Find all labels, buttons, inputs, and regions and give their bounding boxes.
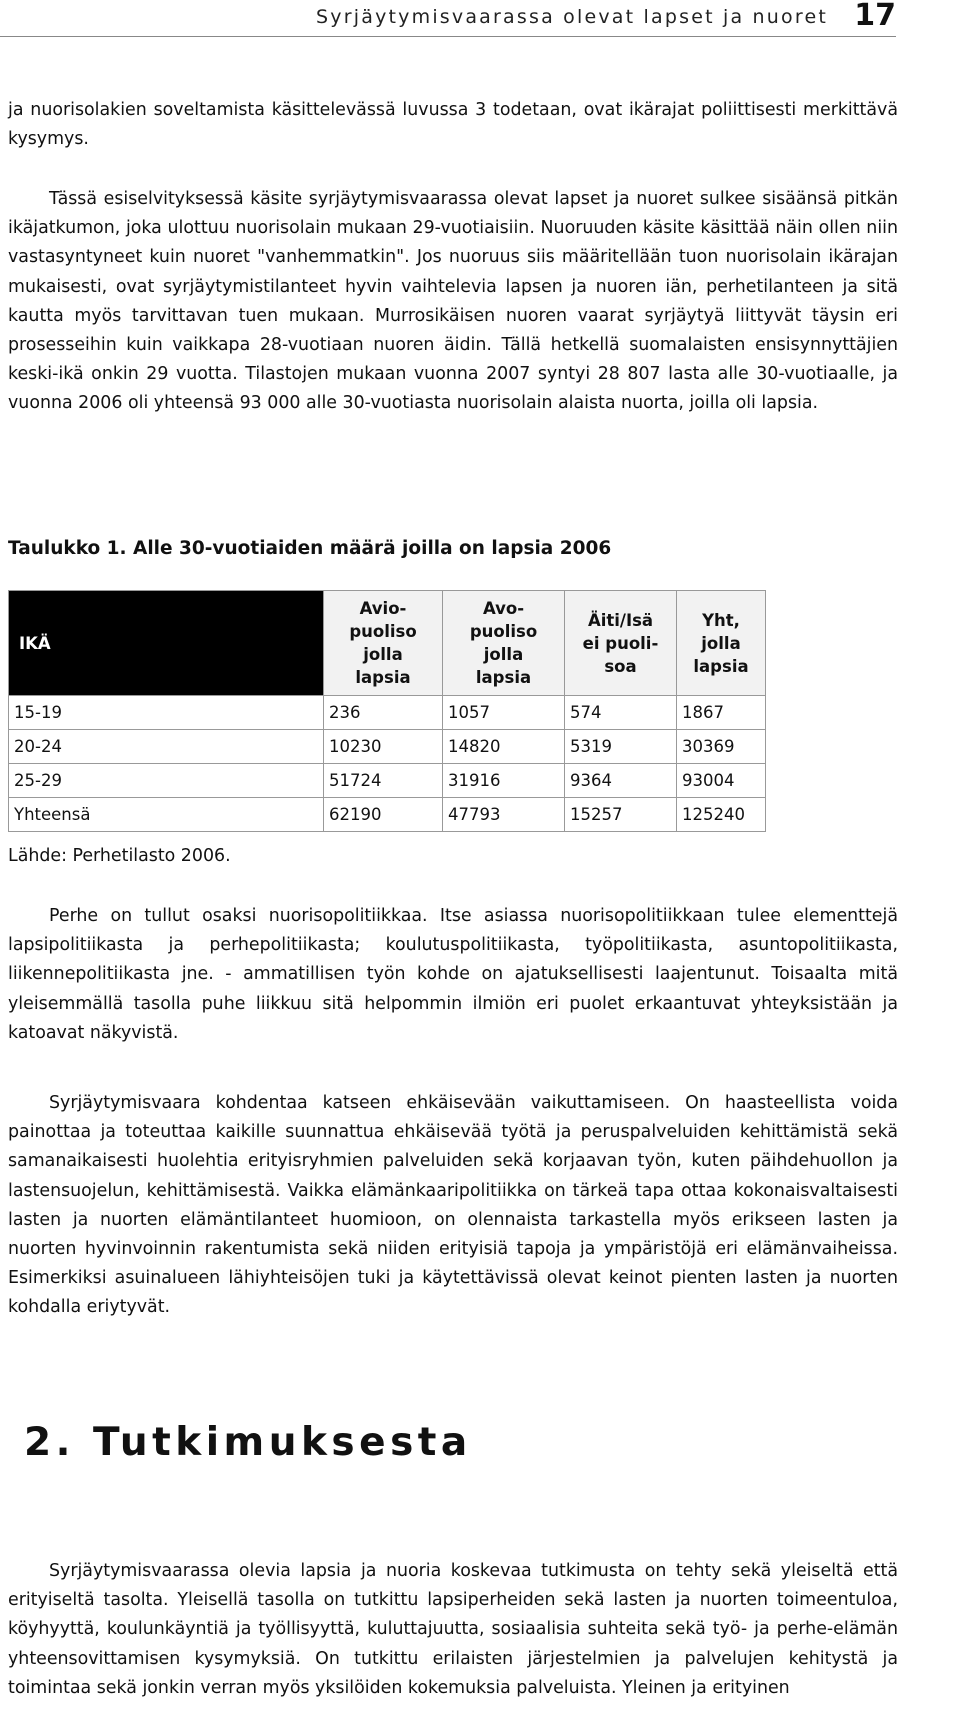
cell-single-parent: 9364: [565, 764, 677, 798]
cell-single-parent: 15257: [565, 798, 677, 832]
cell-total: 1867: [677, 696, 766, 730]
cell-single-parent: 5319: [565, 730, 677, 764]
paragraph-research: [8, 1557, 898, 1703]
paragraph-family-policy-text: Perhe on tullut osaksi nuorisopolitiikkaa. Itse asiassa nuorisopolitiikkaan tulee elementtejä lapsipolitiikasta ja perhepolitiikasta; koulutuspolitiikasta, työpolitiikasta, asuntopolitiikasta, liikennepolitiikasta jne. - ammatillisen työn kohde on ajatuksellisesti laajentunut. Toisaalta mitä yleisemmällä tasolla puhe liikkuu sitä helpommin ilmiön eri puolet erkaantuvat yhteyksistään ja katoavat näkyvistä.: [8, 906, 898, 1043]
header-married: Avio- puoliso jolla lapsia: [324, 591, 443, 696]
table-source-note: Lähde: Perhetilasto 2006.: [8, 846, 231, 866]
cell-married: 236: [324, 696, 443, 730]
cell-cohabiting: 31916: [443, 764, 565, 798]
cell-age: Yhteensä: [9, 798, 324, 832]
header-total: Yht, jolla lapsia: [677, 591, 766, 696]
paragraph-definition-text: Tässä esiselvityksessä käsite syrjäytymisvaarassa olevat lapset ja nuoret sulkee sisäänsä pitkän ikäjatkumon, joka ulottuu nuorisolain mukaan 29-vuotiaisiin. Nuoruuden käsite käsittää näin ollen niin vastasyntyneet kuin nuoret "vanhemmatkin". Jos nuoruus siis määritellään tuon nuorisolain ikärajan mukaisesti, ovat syrjäytymistilanteet hyvin vaihtelevia lapsen ja nuoren iän, perhetilanteen ja sitä kautta myös tarvittavan tuen mukaan. Murrosikäisen nuoren vaarat syrjäytyä liittyvät täysin eri prosesseihin kuin vaikkapa 28-vuotiaan nuoren äidin. Tällä hetkellä suomalaisten ensisynnyttäjien keski-ikä onkin 29 vuotta. Tilastojen mukaan vuonna 2007 syntyi 28 807 lasta alle 30-vuotiaalle, ja vuonna 2006 oli yhteensä 93 000 alle 30-vuotiasta nuorisolain alaista nuorta, joilla oli lapsia.: [8, 189, 898, 414]
paragraph-family-policy: [8, 902, 898, 1048]
running-header-title: Syrjäytymisvaarassa olevat lapset ja nuoret: [316, 6, 828, 28]
paragraph-intro-continuation: ja nuorisolakien soveltamista käsittelevässä luvussa 3 todetaan, ovat ikärajat poliittisesti merkittävä kysymys.: [8, 100, 898, 150]
section-heading: 2. Tutkimuksesta: [24, 1420, 472, 1465]
cell-total: 125240: [677, 798, 766, 832]
cell-married: 10230: [324, 730, 443, 764]
cell-married: 51724: [324, 764, 443, 798]
table-row-total: [9, 798, 766, 832]
paragraph-definition: [8, 185, 898, 419]
cell-total: 30369: [677, 730, 766, 764]
running-header: [0, 0, 896, 37]
cell-cohabiting: 14820: [443, 730, 565, 764]
cell-single-parent: 574: [565, 696, 677, 730]
cell-age: 15-19: [9, 696, 324, 730]
paragraph-research-text: Syrjäytymisvaarassa olevia lapsia ja nuoria koskevaa tutkimusta on tehty sekä yleiseltä että erityiseltä tasolta. Yleisellä tasolla on tutkittu lapsiperheiden sekä lasten ja nuorten toimeentuloa, köyhyyttä, koulunkäyntiä ja työllisyyttä, kuluttajuutta, sosiaalisia suhteita sekä työ- ja perhe-elämän yhteensovittamisen kysymyksiä. On tutkittu erilaisten järjestelmien ja palvelujen kehitystä ja toimintaa sekä jonkin verran myös yksilöiden kokemuksia palveluista. Yleinen ja erityinen: [8, 1561, 898, 1698]
cell-age: 20-24: [9, 730, 324, 764]
table-header-row: [9, 591, 766, 696]
table-row: [9, 696, 766, 730]
header-cohabiting: Avo- puoliso jolla lapsia: [443, 591, 565, 696]
header-age: IKÄ: [9, 591, 324, 696]
paragraph-prevention: [8, 1089, 898, 1323]
cell-cohabiting: 1057: [443, 696, 565, 730]
table-row: [9, 764, 766, 798]
paragraph-prevention-text: Syrjäytymisvaara kohdentaa katseen ehkäisevään vaikuttamiseen. On haasteellista voida painottaa ja toteuttaa kaikille suunnattua ehkäisevää työtä ja peruspalveluiden kehittämistä sekä samanaikaisesti huolehtia erityisryhmien palveluiden sekä korjaavan työn, kuten päihdehuollon ja lastensuojelun, kehittämisestä. Vaikka elämänkaaripolitiikka on tärkeä tapa ottaa kokonaisvaltaisesti lasten ja nuorten elämäntilanteet huomioon, on olennaista tarkastella myös erikseen lasten ja nuorten hyvinvoinnin rakentumista sekä niiden erityisiä tapoja ja ympäristöjä eri elämänvaiheissa. Esimerkiksi asuinalueen lähiyhteisöjen tuki ja käytettävissä olevat keinot pienten lasten ja nuorten kohdalla eriytyvät.: [8, 1093, 898, 1318]
page-number: 17: [854, 0, 896, 33]
parents-under-30-table: [8, 590, 766, 832]
table-row: [9, 730, 766, 764]
cell-married: 62190: [324, 798, 443, 832]
cell-total: 93004: [677, 764, 766, 798]
header-single-parent: Äiti/Isä ei puoli- soa: [565, 591, 677, 696]
cell-cohabiting: 47793: [443, 798, 565, 832]
table-caption: Taulukko 1. Alle 30-vuotiaiden määrä joilla on lapsia 2006: [8, 538, 612, 559]
cell-age: 25-29: [9, 764, 324, 798]
